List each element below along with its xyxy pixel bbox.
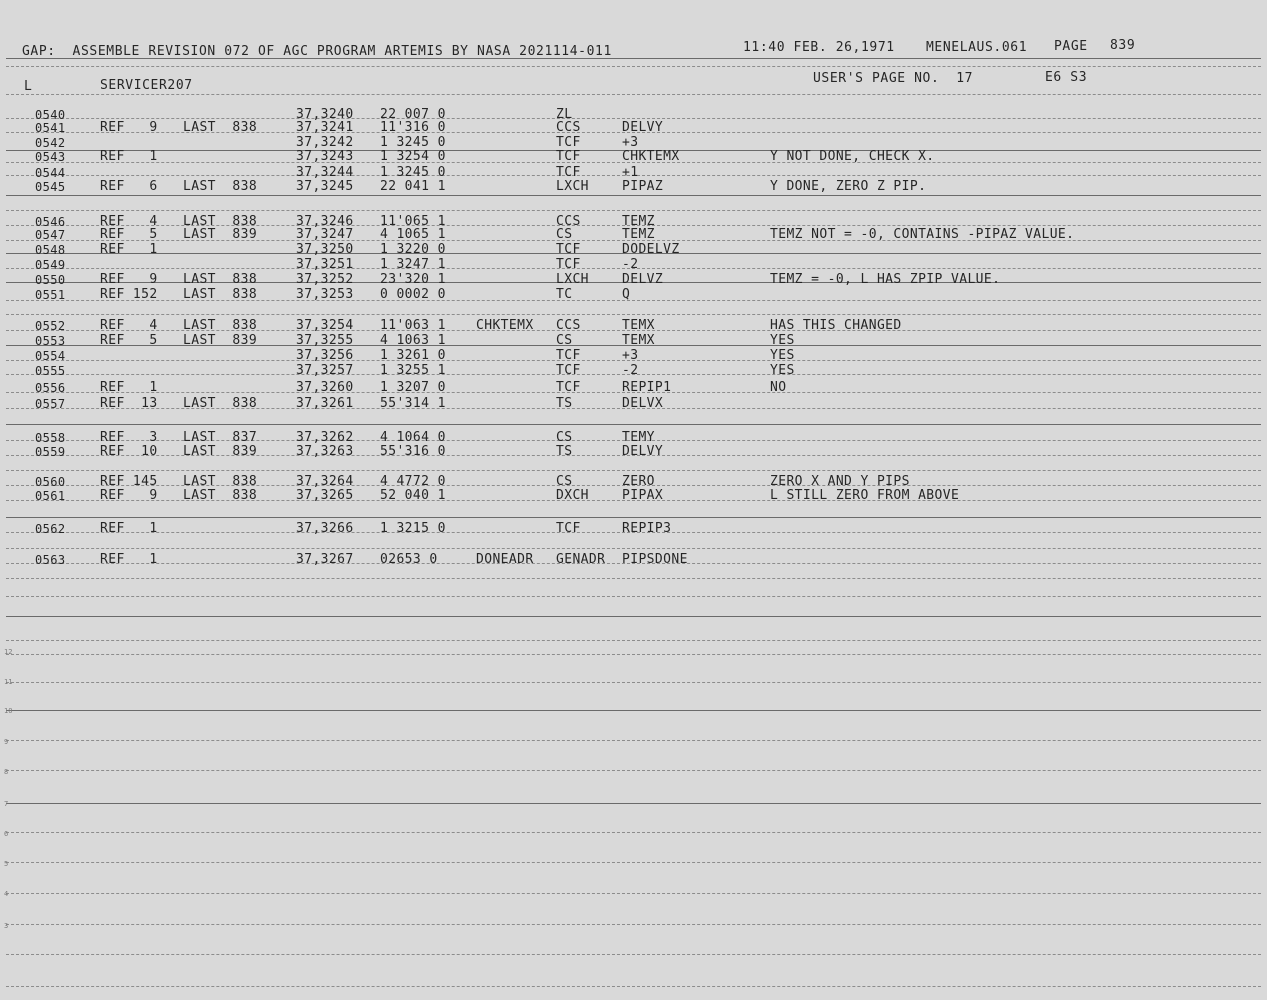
header-job: MENELAUS.061 — [926, 40, 1028, 55]
operand: PIPAX — [622, 488, 664, 503]
line-number: 0545 — [35, 180, 66, 194]
line-number: 0548 — [35, 243, 66, 257]
last-ref: LAST 838 — [183, 120, 258, 135]
section-name: SERVICER207 — [100, 78, 193, 93]
last-ref: LAST 838 — [183, 488, 258, 503]
paper-rule — [6, 314, 1261, 315]
comment: Y NOT DONE, CHECK X. — [770, 149, 935, 164]
margin-number: 8 — [4, 768, 9, 776]
line-number: 0544 — [35, 166, 66, 180]
comment: TEMZ = -0, L HAS ZPIP VALUE. — [770, 272, 1001, 287]
opcode: TCF — [556, 165, 581, 180]
octal-word: 1 3245 0 — [380, 165, 446, 180]
opcode: TCF — [556, 348, 581, 363]
operand: TEMZ — [622, 214, 655, 229]
ref-count: REF 4 — [100, 214, 158, 229]
paper-rule — [6, 66, 1261, 67]
address: 37,3264 — [296, 474, 354, 489]
comment: NO — [770, 380, 787, 395]
address: 37,3252 — [296, 272, 354, 287]
line-number: 0562 — [35, 522, 66, 536]
paper-rule — [6, 862, 1261, 863]
paper-rule — [6, 770, 1261, 771]
last-ref: LAST 838 — [183, 214, 258, 229]
operand: DELVY — [622, 120, 664, 135]
line-number: 0559 — [35, 445, 66, 459]
paper-rule — [6, 210, 1261, 211]
ref-count: REF 9 — [100, 120, 158, 135]
line-number: 0542 — [35, 136, 66, 150]
paper-rule — [6, 832, 1261, 833]
address: 37,3243 — [296, 149, 354, 164]
paper-rule — [6, 548, 1261, 549]
octal-word: 4 1065 1 — [380, 227, 446, 242]
opcode: TCF — [556, 380, 581, 395]
address: 37,3265 — [296, 488, 354, 503]
comment: YES — [770, 333, 795, 348]
operand: TEMY — [622, 430, 655, 445]
opcode: TCF — [556, 363, 581, 378]
ref-count: REF 3 — [100, 430, 158, 445]
address: 37,3257 — [296, 363, 354, 378]
octal-word: 1 3245 0 — [380, 135, 446, 150]
octal-word: 22 007 0 — [380, 107, 446, 122]
comment: ZERO X AND Y PIPS — [770, 474, 910, 489]
ref-count: REF 5 — [100, 333, 158, 348]
ref-count: REF 4 — [100, 318, 158, 333]
line-number: 0563 — [35, 553, 66, 567]
operand: REPIP3 — [622, 521, 672, 536]
margin-number: 4 — [4, 890, 9, 898]
octal-word: 11'065 1 — [380, 214, 446, 229]
line-number: 0556 — [35, 381, 66, 395]
line-number: 0555 — [35, 364, 66, 378]
ref-count: REF 13 — [100, 396, 158, 411]
header-title: GAP: ASSEMBLE REVISION 072 OF AGC PROGRAM ARTEMIS BY NASA 2021114-011 — [22, 44, 612, 59]
paper-rule — [6, 94, 1261, 95]
address: 37,3241 — [296, 120, 354, 135]
octal-word: 1 3247 1 — [380, 257, 446, 272]
ref-count: REF 1 — [100, 380, 158, 395]
octal-word: 4 1063 1 — [380, 333, 446, 348]
last-ref: LAST 839 — [183, 333, 258, 348]
address: 37,3247 — [296, 227, 354, 242]
line-number: 0552 — [35, 319, 66, 333]
operand: DELVX — [622, 396, 664, 411]
margin-number: 3 — [4, 922, 9, 930]
operand: REPIP1 — [622, 380, 672, 395]
address: 37,3267 — [296, 552, 354, 567]
last-ref: LAST 838 — [183, 272, 258, 287]
opcode: DXCH — [556, 488, 589, 503]
opcode: TCF — [556, 135, 581, 150]
opcode: TS — [556, 444, 573, 459]
ref-count: REF 6 — [100, 179, 158, 194]
comment: L STILL ZERO FROM ABOVE — [770, 488, 960, 503]
address: 37,3266 — [296, 521, 354, 536]
margin-number: 5 — [4, 860, 9, 868]
octal-word: 1 3254 0 — [380, 149, 446, 164]
operand: DODELVZ — [622, 242, 680, 257]
address: 37,3262 — [296, 430, 354, 445]
opcode: TCF — [556, 149, 581, 164]
line-number: 0558 — [35, 431, 66, 445]
last-ref: LAST 838 — [183, 287, 258, 302]
opcode: CS — [556, 333, 573, 348]
opcode: TC — [556, 287, 573, 302]
opcode: TCF — [556, 521, 581, 536]
address: 37,3261 — [296, 396, 354, 411]
octal-word: 22 041 1 — [380, 179, 446, 194]
opcode: CS — [556, 227, 573, 242]
address: 37,3253 — [296, 287, 354, 302]
paper-rule — [6, 470, 1261, 471]
line-number: 0549 — [35, 258, 66, 272]
address: 37,3255 — [296, 333, 354, 348]
operand: TEMZ — [622, 227, 655, 242]
ref-count: REF 1 — [100, 242, 158, 257]
address: 37,3256 — [296, 348, 354, 363]
users-page-number: USER'S PAGE NO. 17 — [813, 71, 974, 86]
last-ref: LAST 838 — [183, 396, 258, 411]
address: 37,3251 — [296, 257, 354, 272]
opcode: CS — [556, 474, 573, 489]
last-ref: LAST 839 — [183, 227, 258, 242]
paper-rule — [6, 986, 1261, 987]
paper-rule — [6, 954, 1261, 955]
line-number: 0554 — [35, 349, 66, 363]
operand: +3 — [622, 135, 639, 150]
comment: YES — [770, 363, 795, 378]
line-number: 0546 — [35, 215, 66, 229]
opcode: CCS — [556, 120, 581, 135]
paper-rule — [6, 803, 1261, 804]
operand: TEMX — [622, 318, 655, 333]
operand: TEMX — [622, 333, 655, 348]
last-ref: LAST 838 — [183, 474, 258, 489]
octal-word: 02653 0 — [380, 552, 438, 567]
ref-count: REF 1 — [100, 521, 158, 536]
margin-number: 11 — [4, 678, 13, 686]
operand: -2 — [622, 363, 639, 378]
octal-word: 55'316 0 — [380, 444, 446, 459]
operand: DELVZ — [622, 272, 664, 287]
paper-rule — [6, 596, 1261, 597]
address: 37,3254 — [296, 318, 354, 333]
paper-rule — [6, 893, 1261, 894]
last-ref: LAST 839 — [183, 444, 258, 459]
opcode: GENADR — [556, 552, 606, 567]
comment: YES — [770, 348, 795, 363]
address: 37,3260 — [296, 380, 354, 395]
octal-word: 1 3215 0 — [380, 521, 446, 536]
paper-rule — [6, 118, 1261, 119]
operand: CHKTEMX — [622, 149, 680, 164]
opcode: CS — [556, 430, 573, 445]
comment: Y DONE, ZERO Z PIP. — [770, 179, 927, 194]
paper-rule — [6, 740, 1261, 741]
line-number: 0543 — [35, 150, 66, 164]
line-number: 0541 — [35, 121, 66, 135]
line-number: 0547 — [35, 228, 66, 242]
opcode: CCS — [556, 214, 581, 229]
section-mark: L — [24, 79, 33, 94]
opcode: LXCH — [556, 272, 589, 287]
line-number: 0550 — [35, 273, 66, 287]
octal-word: 11'063 1 — [380, 318, 446, 333]
octal-word: 0 0002 0 — [380, 287, 446, 302]
paper-rule — [6, 640, 1261, 641]
comment: TEMZ NOT = -0, CONTAINS -PIPAZ VALUE. — [770, 227, 1075, 242]
symbol-label: CHKTEMX — [476, 318, 534, 333]
address: 37,3250 — [296, 242, 354, 257]
ref-count: REF 10 — [100, 444, 158, 459]
line-number: 0551 — [35, 288, 66, 302]
ref-count: REF 145 — [100, 474, 158, 489]
operand: Q — [622, 287, 631, 302]
opcode: TS — [556, 396, 573, 411]
paper-rule — [6, 616, 1261, 617]
margin-number: 9 — [4, 738, 9, 746]
address: 37,3242 — [296, 135, 354, 150]
paper-rule — [6, 517, 1261, 518]
operand: PIPSDONE — [622, 552, 688, 567]
octal-word: 55'314 1 — [380, 396, 446, 411]
ref-count: REF 152 — [100, 287, 158, 302]
octal-word: 4 1064 0 — [380, 430, 446, 445]
last-ref: LAST 838 — [183, 179, 258, 194]
octal-word: 23'320 1 — [380, 272, 446, 287]
margin-number: 6 — [4, 830, 9, 838]
symbol-label: DONEADR — [476, 552, 534, 567]
last-ref: LAST 838 — [183, 318, 258, 333]
paper-rule — [6, 682, 1261, 683]
operand: ZERO — [622, 474, 655, 489]
octal-word: 1 3255 1 — [380, 363, 446, 378]
margin-number: 12 — [4, 648, 13, 656]
header-page-label: PAGE — [1054, 39, 1088, 54]
octal-word: 4 4772 0 — [380, 474, 446, 489]
paper-rule — [6, 654, 1261, 655]
line-number: 0540 — [35, 108, 66, 122]
opcode: TCF — [556, 242, 581, 257]
header-code: E6 S3 — [1045, 70, 1088, 85]
header-timestamp: 11:40 FEB. 26,1971 — [743, 40, 895, 55]
octal-word: 1 3207 0 — [380, 380, 446, 395]
line-number: 0561 — [35, 489, 66, 503]
header-page-number: 839 — [1110, 38, 1136, 53]
octal-word: 1 3220 0 — [380, 242, 446, 257]
opcode: LXCH — [556, 179, 589, 194]
octal-word: 1 3261 0 — [380, 348, 446, 363]
ref-count: REF 5 — [100, 227, 158, 242]
address: 37,3240 — [296, 107, 354, 122]
ref-count: REF 1 — [100, 552, 158, 567]
line-number: 0557 — [35, 397, 66, 411]
operand: +3 — [622, 348, 639, 363]
ref-count: REF 9 — [100, 272, 158, 287]
address: 37,3246 — [296, 214, 354, 229]
line-number: 0553 — [35, 334, 66, 348]
operand: -2 — [622, 257, 639, 272]
opcode: TCF — [556, 257, 581, 272]
opcode: ZL — [556, 107, 573, 122]
operand: +1 — [622, 165, 639, 180]
octal-word: 52 040 1 — [380, 488, 446, 503]
paper-rule — [6, 710, 1261, 711]
address: 37,3244 — [296, 165, 354, 180]
paper-rule — [6, 578, 1261, 579]
operand: DELVY — [622, 444, 664, 459]
operand: PIPAZ — [622, 179, 664, 194]
line-number: 0560 — [35, 475, 66, 489]
octal-word: 11'316 0 — [380, 120, 446, 135]
paper-rule — [6, 195, 1261, 196]
margin-number: 7 — [4, 800, 9, 808]
address: 37,3263 — [296, 444, 354, 459]
ref-count: REF 9 — [100, 488, 158, 503]
last-ref: LAST 837 — [183, 430, 258, 445]
ref-count: REF 1 — [100, 149, 158, 164]
opcode: CCS — [556, 318, 581, 333]
paper-rule — [6, 924, 1261, 925]
comment: HAS THIS CHANGED — [770, 318, 902, 333]
margin-number: 10 — [4, 707, 13, 715]
address: 37,3245 — [296, 179, 354, 194]
paper-rule — [6, 424, 1261, 425]
